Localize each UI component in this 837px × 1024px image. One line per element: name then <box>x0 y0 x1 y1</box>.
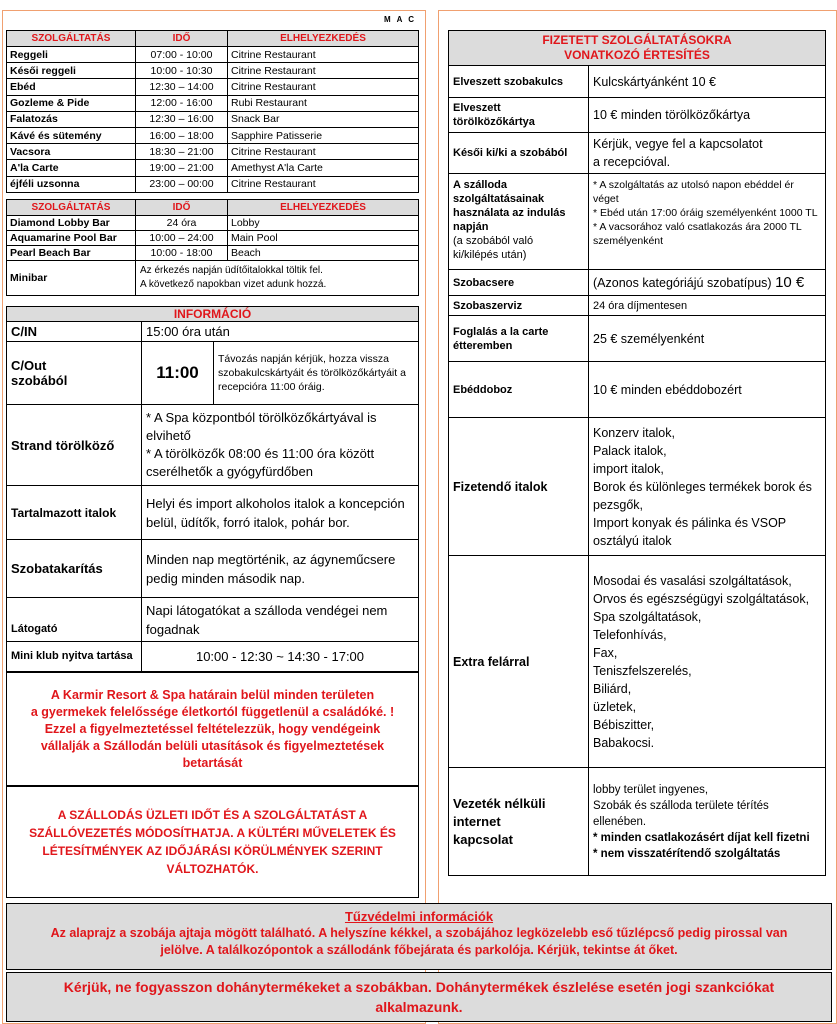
service-time: 10:00 - 10:30 <box>136 63 228 79</box>
smoke-line-1: Kérjük, ne fogyasszon dohánytermékeket a szobákban. Dohánytermékek észlelése esetén jogi szankciókat <box>63 979 775 995</box>
wifi-label-3: kapcsolat <box>453 831 513 847</box>
service-time: 19:00 – 21:00 <box>136 160 228 176</box>
service-location: Snack Bar <box>228 111 419 127</box>
paid-drinks-list <box>589 418 826 556</box>
service-name: Vacsora <box>7 144 136 160</box>
warn1-line-4: vállalják a Szállodán belüli utasítások és figyelmeztetések <box>40 738 385 753</box>
col-service: SZOLGÁLTATÁS <box>7 200 136 216</box>
list-item: Borok és különleges termékek borok és pezsgők, <box>593 479 812 512</box>
minibar-label: Minibar <box>7 261 136 296</box>
room-change-price: 10 € <box>775 274 805 291</box>
cin-value: 15:00 óra után <box>142 322 419 342</box>
service-location: Main Pool <box>228 231 419 246</box>
minibar-line-1: Az érkezés napján üdítőitalokkal töltik fel. <box>140 265 323 276</box>
service-time: 10:00 - 18:00 <box>136 246 228 261</box>
list-item: Import konyak és pálinka és VSOP osztályú italok <box>593 515 786 548</box>
paid-title-2: VONATKOZÓ ÉRTESÍTÉS <box>564 48 710 62</box>
service-location: Rubi Restaurant <box>228 95 419 111</box>
service-name: Falatozás <box>7 111 136 127</box>
service-location: Amethyst A'la Carte <box>228 160 419 176</box>
departure-day-value <box>589 174 826 270</box>
included-drinks-label: Tartalmazott italok <box>7 486 142 540</box>
service-name: Kávé és sütemény <box>7 127 136 143</box>
miniclub-value: 10:00 - 12:30 ~ 14:30 - 17:00 <box>142 642 419 672</box>
service-name: Diamond Lobby Bar <box>7 216 136 231</box>
warn1-line-3: Ezzel a figyelmeztetéssel feltételezzük, hogy vendégeink <box>44 721 381 736</box>
minibar-row <box>7 261 419 296</box>
table-row <box>7 144 419 160</box>
beach-line-1: * A Spa központból törölközőkártyával is elvihető <box>146 410 377 443</box>
service-location: Beach <box>228 246 419 261</box>
list-item: Biliárd, <box>593 681 632 696</box>
lunchbox-label: Ebéddoboz <box>449 362 589 418</box>
table-row <box>7 63 419 79</box>
service-time: 12:30 – 16:00 <box>136 111 228 127</box>
table-row <box>7 231 419 246</box>
col-location: ELHELYEZKEDÉS <box>228 31 419 47</box>
extra-charge-label: Extra felárral <box>449 556 589 768</box>
departure-label-5: (a szobából való <box>453 235 534 247</box>
warn2-line-3: LÉTESÍTMÉNYEK AZ IDŐJÁRÁSI KÖRÜLMÉNYEK SZERINT <box>42 844 383 858</box>
service-location: Citrine Restaurant <box>228 176 419 192</box>
alacarte-value: 25 € személyenként <box>589 316 826 362</box>
service-time: 24 óra <box>136 216 228 231</box>
cleaning-label: Szobatakarítás <box>7 540 142 598</box>
paid-title-1: FIZETETT SZOLGÁLTATÁSOKRA <box>542 33 732 47</box>
cout-label-2: szobából <box>11 373 68 388</box>
cout-time: 11:00 <box>142 342 214 405</box>
cout-label <box>7 342 142 405</box>
service-name: Aquamarine Pool Bar <box>7 231 136 246</box>
col-location: ELHELYEZKEDÉS <box>228 200 419 216</box>
departure-label-4: napján <box>453 221 489 233</box>
lunchbox-value: 10 € minden ebéddobozért <box>589 362 826 418</box>
col-time: IDŐ <box>136 200 228 216</box>
list-item: Teniszfelszerelés, <box>593 663 692 678</box>
paid-drinks-label: Fizetendő italok <box>449 418 589 556</box>
warn2-line-4: VÁLTOZHATÓK. <box>166 862 259 876</box>
late-checkout-label: Késői ki/ki a szobából <box>449 133 589 174</box>
hours-change-notice <box>6 786 419 898</box>
table-row <box>7 160 419 176</box>
lost-key-value: Kulcskártyánként 10 € <box>589 66 826 98</box>
service-name: Ebéd <box>7 79 136 95</box>
list-item: Spa szolgáltatások, <box>593 609 702 624</box>
fire-line-1: Az alaprajz a szobája ajtaja mögött található. A helyszíne kékkel, a szobájához legközelebb eső tűzlépcső pedig pirossal van <box>50 926 788 940</box>
paid-services-title <box>449 31 826 66</box>
room-change-text: (Azonos kategóriájú szobatípus) <box>593 276 772 290</box>
warn1-line-1: A Karmir Resort & Spa határain belül minden területen <box>50 687 375 702</box>
service-name: Reggeli <box>7 47 136 63</box>
room-service-value: 24 óra díjmentesen <box>589 296 826 316</box>
lost-key-label: Elveszett szobakulcs <box>449 66 589 98</box>
table-row <box>7 127 419 143</box>
table-row <box>7 79 419 95</box>
departure-label-3: használata az indulás <box>453 207 566 219</box>
service-location: Citrine Restaurant <box>228 79 419 95</box>
extra-charge-list <box>589 556 826 768</box>
warn2-line-1: A SZÁLLODÁS ÜZLETI IDŐT ÉS A SZOLGÁLTATÁST A <box>57 808 368 822</box>
service-time: 16:00 – 18:00 <box>136 127 228 143</box>
info-table <box>6 306 419 672</box>
service-name: Pearl Beach Bar <box>7 246 136 261</box>
visitor-value: Napi látogatókat a szálloda vendégei nem fogadnak <box>142 598 419 642</box>
list-item: Orvos és egészségügyi szolgáltatások, <box>593 591 810 606</box>
cin-label: C/IN <box>7 322 142 342</box>
service-location: Citrine Restaurant <box>228 63 419 79</box>
late-line-2: a recepcióval. <box>593 155 671 169</box>
service-time: 10:00 – 24:00 <box>136 231 228 246</box>
service-time: 23:00 – 00:00 <box>136 176 228 192</box>
minibar-line-2: A következő napokban vizet adunk hozzá. <box>140 279 327 290</box>
paid-services-table <box>448 30 826 876</box>
col-service: SZOLGÁLTATÁS <box>7 31 136 47</box>
service-name: Gozleme & Pide <box>7 95 136 111</box>
service-time: 12:30 – 14:00 <box>136 79 228 95</box>
departure-label-2: szolgáltatásainak <box>453 193 545 205</box>
visitor-label: Látogató <box>7 598 142 642</box>
service-location: Citrine Restaurant <box>228 47 419 63</box>
minibar-text <box>136 261 419 296</box>
warn1-line-2: a gyermekek felelőssége életkortól függetlenül a családóké. ! <box>30 704 395 719</box>
departure-value-3: * A vacsorához való csatlakozás ára 2000 TL személyenként <box>593 221 802 247</box>
wifi-value <box>589 768 826 876</box>
bars-schedule-table <box>6 199 419 296</box>
room-change-label: Szobacsere <box>449 270 589 296</box>
alacarte-label: Foglalás a la carte étteremben <box>449 316 589 362</box>
list-item: Babakocsi. <box>593 735 655 750</box>
wifi-label-2: internet <box>453 813 501 829</box>
included-drinks-value: Helyi és import alkoholos italok a koncepción belül, üdítők, forró italok, pohár bor. <box>142 486 419 540</box>
warn2-line-2: SZÁLLÓVEZETÉS MÓDOSÍTHATJA. A KÜLTÉRI MŰVELETEK ÉS <box>29 826 396 840</box>
room-service-label: Szobaszerviz <box>449 296 589 316</box>
late-checkout-value <box>589 133 826 174</box>
service-time: 18:30 – 21:00 <box>136 144 228 160</box>
departure-day-label <box>449 174 589 270</box>
table-row <box>7 111 419 127</box>
list-item: Konzerv italok, <box>593 425 675 440</box>
info-title: INFORMÁCIÓ <box>7 307 419 322</box>
col-time: IDŐ <box>136 31 228 47</box>
table-row <box>7 47 419 63</box>
wifi-value-1: lobby terület ingyenes, <box>593 783 709 796</box>
cout-label-1: C/Out <box>11 358 47 373</box>
wifi-label-1: Vezeték nélküli <box>453 795 546 811</box>
list-item: Telefonhívás, <box>593 627 667 642</box>
fire-line-2: jelölve. A találkozópontok a szállodánk főbejárata és parkolója. Kérjük, tekintse át őket. <box>160 943 678 957</box>
cout-note: Távozás napján kérjük, hozza vissza szobakulcskártyáit és törölközőkártyáit a recepcióra 11:00 óráig. <box>214 342 419 405</box>
beach-towel-label: Strand törölköző <box>7 405 142 486</box>
children-responsibility-notice <box>6 672 419 786</box>
service-name: éjféli uzsonna <box>7 176 136 192</box>
service-time: 07:00 - 10:00 <box>136 47 228 63</box>
smoke-line-2: alkalmazunk. <box>375 999 463 1015</box>
list-item: Mosodai és vasalási szolgáltatások, <box>593 573 792 588</box>
wifi-value-4: * nem visszatérítendő szolgáltatás <box>593 847 781 860</box>
miniclub-label: Mini klub nyitva tartása <box>7 642 142 672</box>
cleaning-value: Minden nap megtörténik, az ágyneműcsere pedig minden második nap. <box>142 540 419 598</box>
room-change-value <box>589 270 826 296</box>
warn1-line-5: betartását <box>182 755 243 770</box>
list-item: Fax, <box>593 645 618 660</box>
wifi-value-2: Szobák és szálloda területe térítés ellenében. <box>593 799 769 828</box>
service-location: Sapphire Patisserie <box>228 127 419 143</box>
table-row <box>7 95 419 111</box>
lost-towel-card-value: 10 € minden törölközőkártya <box>589 98 826 133</box>
table-row <box>7 176 419 192</box>
beach-line-2: * A törölközők 08:00 és 11:00 óra között cserélhetők a gyógyfürdőben <box>146 446 375 479</box>
list-item: üzletek, <box>593 699 637 714</box>
fire-safety-title: Tűzvédelmi információk <box>344 909 494 924</box>
beach-towel-value <box>142 405 419 486</box>
lost-towel-card-label: Elveszett törölközőkártya <box>449 98 589 133</box>
table-row <box>7 246 419 261</box>
list-item: Bébiszitter, <box>593 717 655 732</box>
departure-value-2: * Ebéd után 17:00 óráig személyenként 1000 TL <box>593 207 818 219</box>
service-name: Késői reggeli <box>7 63 136 79</box>
wifi-label <box>449 768 589 876</box>
fire-safety-box <box>6 903 832 970</box>
service-location: Lobby <box>228 216 419 231</box>
dining-schedule-table <box>6 30 419 193</box>
no-smoking-box <box>6 972 832 1022</box>
departure-label-6: ki/kilépés után) <box>453 249 527 261</box>
service-location: Citrine Restaurant <box>228 144 419 160</box>
departure-label-1: A szálloda <box>453 179 507 191</box>
service-time: 12:00 - 16:00 <box>136 95 228 111</box>
mac-label: M A C <box>384 15 417 24</box>
table-row <box>7 216 419 231</box>
service-name: A'la Carte <box>7 160 136 176</box>
list-item: import italok, <box>593 461 664 476</box>
wifi-value-3: * minden csatlakozásért díjat kell fizetni <box>593 831 810 844</box>
late-line-1: Kérjük, vegye fel a kapcsolatot <box>593 137 763 151</box>
departure-value-1: * A szolgáltatás az utolsó napon ebéddel ér véget <box>593 179 794 205</box>
list-item: Palack italok, <box>593 443 667 458</box>
